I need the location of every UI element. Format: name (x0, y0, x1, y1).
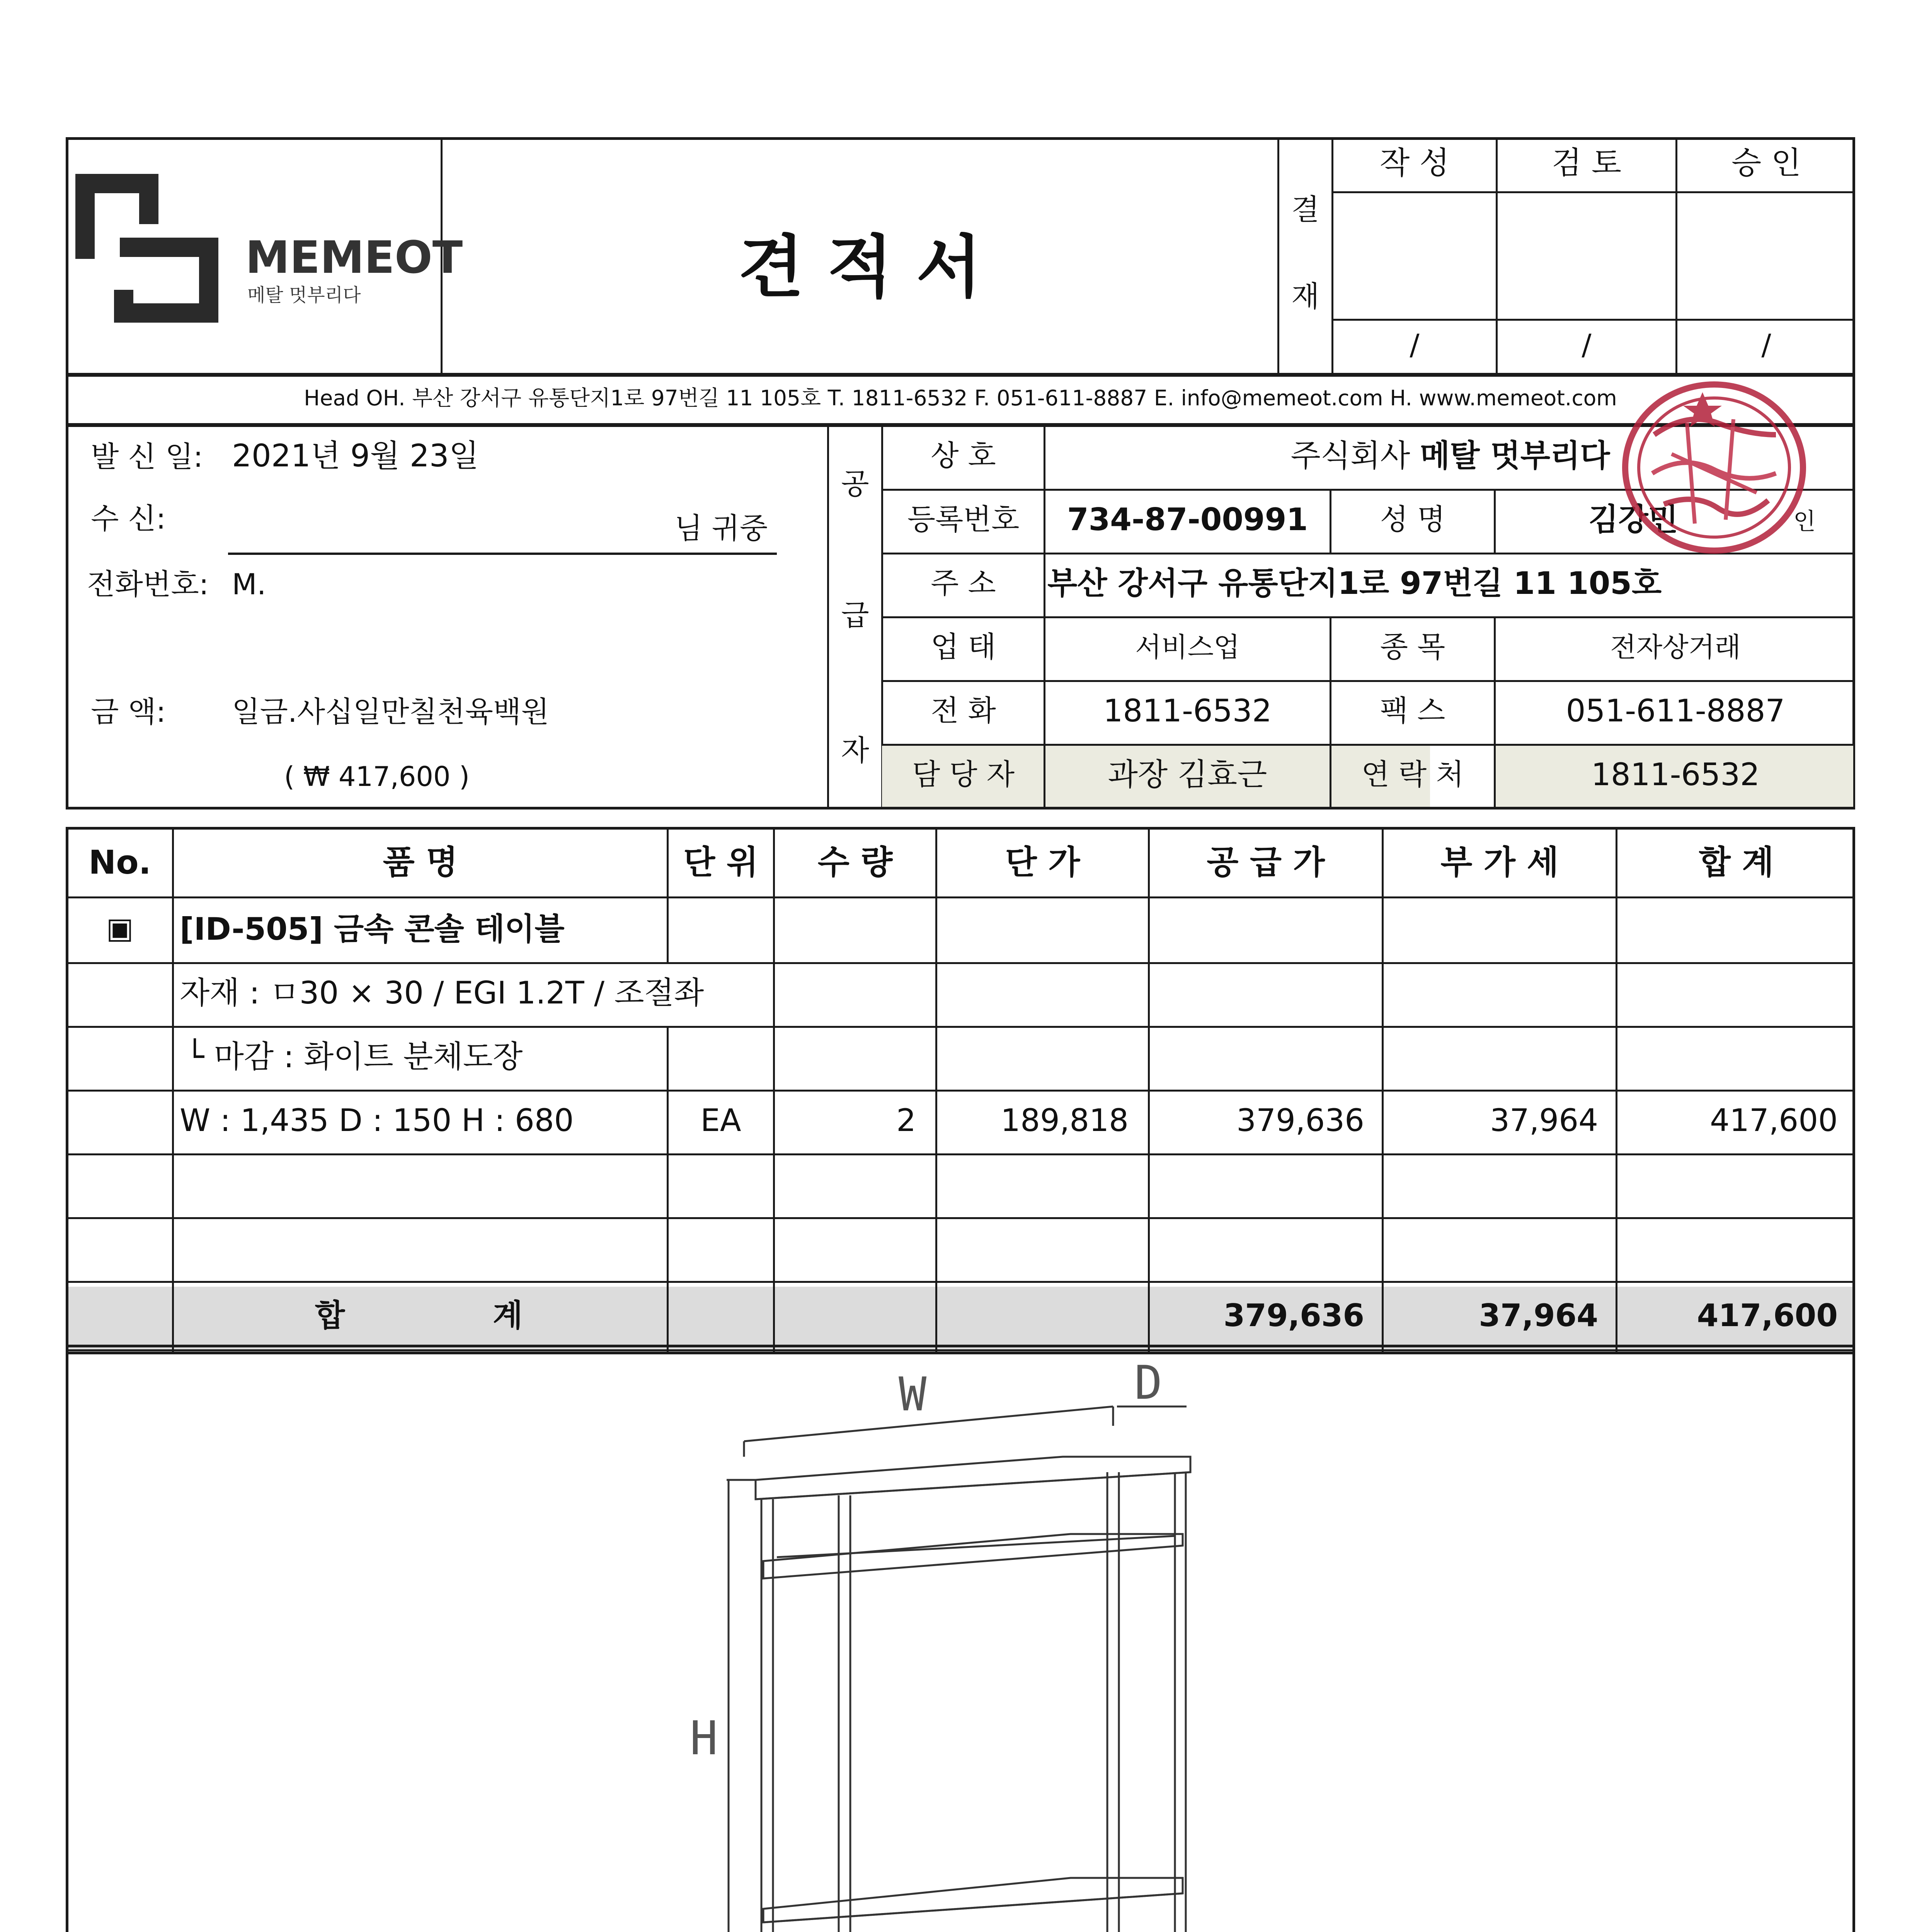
item-unit-price: 189,818 (1001, 1102, 1129, 1138)
item-dimensions: W : 1,435 D : 150 H : 680 (180, 1102, 574, 1138)
fax-value: 051-611-8887 (1566, 693, 1785, 729)
fax-label: 팩 스 (1380, 694, 1445, 728)
seal-suffix: 인 (1793, 508, 1816, 535)
reg-number-label: 등록번호 (907, 502, 1020, 536)
manager-label: 담 당 자 (912, 757, 1015, 791)
drawing-label-h: H (690, 1712, 718, 1765)
logo-name: MEMEOT (245, 232, 463, 284)
col-header-supply: 공 급 가 (1207, 844, 1325, 882)
col-header-vat: 부 가 세 (1440, 844, 1559, 882)
biz-type-value: 서비스업 (1135, 631, 1240, 663)
issue-date-value: 2021년 9월 23일 (232, 438, 479, 474)
approval-col-author: 작 성 (1380, 145, 1449, 181)
company-info-line: Head OH. 부산 강서구 유통단지1로 97번길 11 105호 T. 1811-6532 F. 051-611-8887 E. info@memeot.com H. www.memeot.com (304, 386, 1617, 410)
sum-label-a: 합 (315, 1298, 345, 1333)
sum-supply: 379,636 (1223, 1298, 1364, 1333)
recipient-label: 수 신: (91, 502, 166, 536)
address-label: 주 소 (931, 566, 996, 600)
rep-name-label: 성 명 (1380, 502, 1445, 536)
drawing-label-d: D (1134, 1356, 1163, 1410)
biz-item-value: 전자상거래 (1610, 631, 1741, 663)
drawing-label-w: W (899, 1368, 927, 1422)
amount-number: ( ₩ 417,600 ) (284, 761, 470, 793)
reg-number-value: 734-87-00991 (1067, 502, 1308, 537)
recipient-suffix: 님 귀중 (674, 511, 768, 545)
item-qty: 2 (896, 1102, 916, 1138)
item-vat: 37,964 (1490, 1102, 1598, 1138)
approval-label-bottom: 재 (1291, 279, 1319, 313)
company-seal-icon (1617, 377, 1811, 558)
item-marker-icon: ▣ (106, 911, 134, 945)
biz-item-label: 종 목 (1380, 630, 1445, 664)
approval-label-top: 결 (1291, 192, 1319, 226)
supplier-side-char: 자 (841, 733, 869, 767)
supplier-side-char: 급 (841, 598, 869, 632)
supplier-name-label: 상 호 (931, 439, 996, 473)
phone-value: M. (232, 567, 266, 601)
item-material: 자재 : ㅁ30 × 30 / EGI 1.2T / 조절좌 (180, 975, 704, 1011)
contact-label: 연 락 처 (1361, 757, 1464, 791)
sum-total: 417,600 (1697, 1298, 1838, 1333)
biz-type-label: 업 태 (931, 630, 996, 664)
rep-name-value: 김강민 (1588, 502, 1678, 537)
address-value: 부산 강서구 유통단지1로 97번길 11 105호 (1047, 565, 1662, 601)
col-header-unit: 단 위 (683, 844, 758, 882)
product-drawing (676, 1356, 1217, 1932)
document-title: 견 적 서 (738, 228, 982, 307)
sum-vat: 37,964 (1479, 1298, 1598, 1333)
item-finish: └ 마감 : 화이트 분체도장 (186, 1039, 523, 1075)
supplier-name-prefix: 주식회사 (1290, 438, 1420, 474)
phone-label: 전화번호: (87, 567, 209, 601)
contact-value: 1811-6532 (1591, 757, 1760, 793)
issue-date-label: 발 신 일: (91, 440, 203, 474)
approval-col-approve: 승 인 (1731, 145, 1801, 181)
logo-subtitle: 메탈 멋부리다 (247, 284, 361, 306)
amount-text: 일금.사십일만칠천육백원 (232, 695, 549, 729)
col-header-no: No. (89, 844, 151, 882)
approval-date-slash: / (1761, 328, 1771, 362)
item-name: [ID-505] 금속 콘솔 테이블 (180, 911, 565, 947)
item-total: 417,600 (1710, 1102, 1838, 1138)
amount-label: 금 액: (91, 695, 166, 729)
tel-label: 전 화 (931, 694, 996, 728)
col-header-total: 합 계 (1699, 844, 1774, 882)
approval-date-slash: / (1410, 328, 1420, 362)
approval-col-review: 검 토 (1552, 145, 1621, 181)
supplier-name-bold: 메탈 멋부리다 (1420, 438, 1610, 474)
item-supply: 379,636 (1236, 1102, 1364, 1138)
item-unit: EA (700, 1102, 741, 1138)
approval-date-slash: / (1582, 328, 1592, 362)
col-header-unit-price: 단 가 (1005, 844, 1080, 882)
col-header-qty: 수 량 (817, 844, 893, 882)
tel-value: 1811-6532 (1103, 693, 1272, 729)
sum-label-b: 계 (493, 1298, 523, 1333)
col-header-item: 품 명 (383, 844, 458, 882)
supplier-side-char: 공 (841, 467, 869, 501)
memeot-logo-icon (72, 170, 234, 325)
manager-value: 과장 김효근 (1108, 757, 1267, 793)
